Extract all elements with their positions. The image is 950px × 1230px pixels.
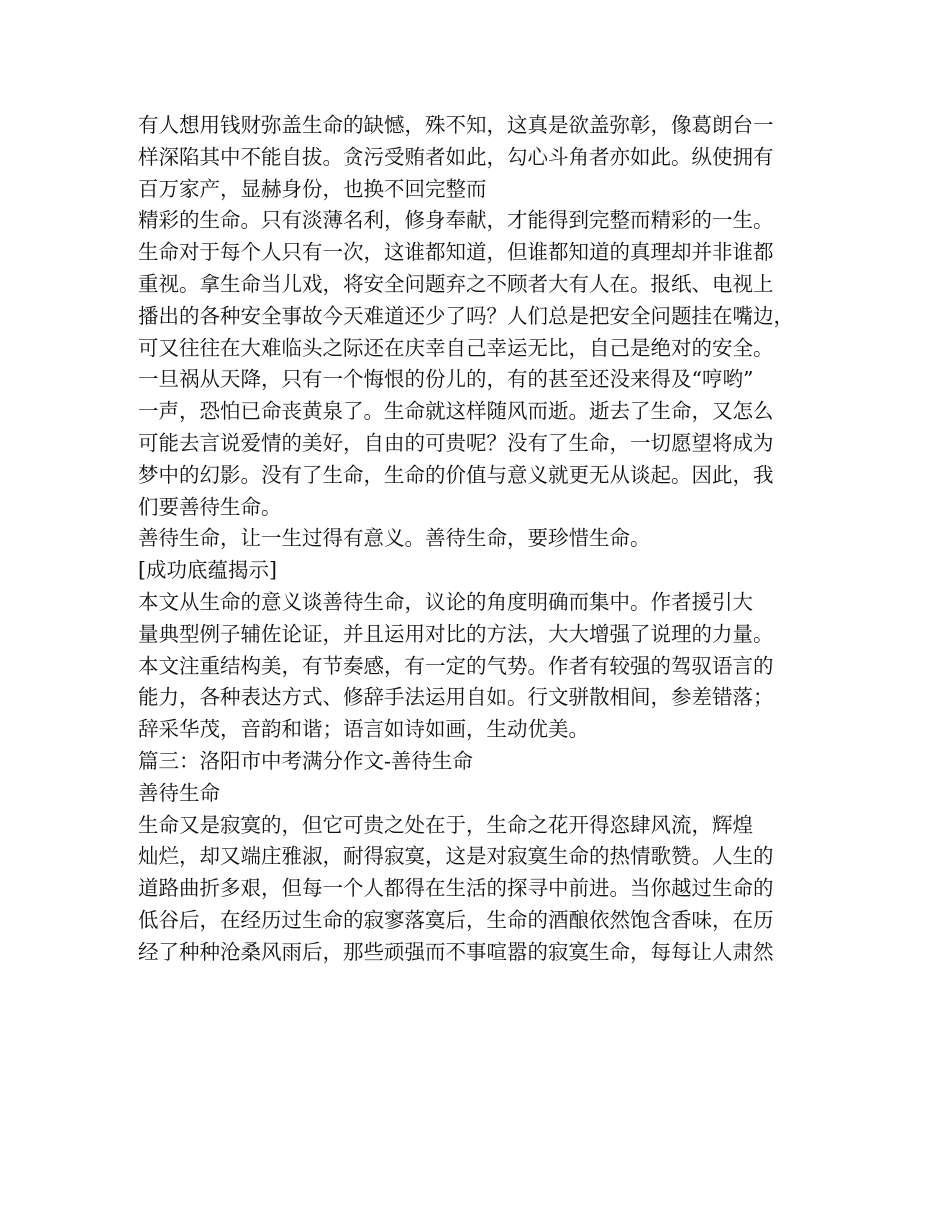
- section-heading: 篇三：洛阳市中考满分作文-善待生命: [138, 748, 473, 773]
- text-line: 道路曲折多艰，但每一个人都得在生活的探寻中前进。当你越过生命的: [138, 876, 774, 901]
- text-line: 一旦祸从天降，只有一个悔恨的份儿的，有的甚至还没来得及“哼哟”: [138, 367, 754, 392]
- text-line: 样深陷其中不能自拔。贪污受贿者如此，勾心斗角者亦如此。纵使拥有: [138, 144, 774, 169]
- text-line: 生命对于每个人只有一次，这谁都知道，但谁都知道的真理却并非谁都: [138, 240, 774, 265]
- essay-text-block: [138, 110, 838, 969]
- essay-title: 善待生命: [138, 780, 220, 805]
- section-label: [成功底蕴揭示]: [138, 558, 277, 583]
- text-line: 梦中的幻影。没有了生命，生命的价值与意义就更无从谈起。因此，我: [138, 462, 774, 487]
- text-line: 可又往往在大难临头之际还在庆幸自己幸运无比，自己是绝对的安全。: [138, 335, 774, 360]
- text-line: 善待生命，让一生过得有意义。善待生命，要珍惜生命。: [138, 526, 651, 551]
- text-line: 能力，各种表达方式、修辞手法运用自如。行文骈散相间，参差错落；: [138, 685, 774, 710]
- text-line: 经了种种沧桑风雨后，那些顽强而不事喧嚣的寂寞生命，每每让人肃然: [138, 939, 774, 964]
- text-line: 辞采华茂，音韵和谐；语言如诗如画，生动优美。: [138, 717, 589, 742]
- text-line: 播出的各种安全事故今天难道还少了吗？人们总是把安全问题挂在嘴边，: [138, 303, 794, 328]
- text-line: 一声，恐怕已命丧黄泉了。生命就这样随风而逝。逝去了生命，又怎么: [138, 399, 774, 424]
- text-line: 可能去言说爱情的美好，自由的可贵呢？没有了生命，一切愿望将成为: [138, 430, 774, 455]
- text-line: 量典型例子辅佐论证，并且运用对比的方法，大大增强了说理的力量。: [138, 621, 774, 646]
- text-line: 重视。拿生命当儿戏，将安全问题弃之不顾者大有人在。报纸、电视上: [138, 271, 774, 296]
- text-line: 们要善待生命。: [138, 494, 282, 519]
- text-line: 生命又是寂寞的，但它可贵之处在于，生命之花开得恣肆风流，辉煌: [138, 812, 753, 837]
- text-line: 本文从生命的意义谈善待生命，议论的角度明确而集中。作者援引大: [138, 589, 753, 614]
- text-line: 本文注重结构美，有节奏感，有一定的气势。作者有较强的驾驭语言的: [138, 653, 774, 678]
- text-line: 低谷后，在经历过生命的寂寥落寞后，生命的酒酿依然饱含香味，在历: [138, 907, 774, 932]
- text-line: 百万家产，显赫身份，也换不回完整而: [138, 176, 487, 201]
- text-line: 精彩的生命。只有淡薄名利，修身奉献，才能得到完整而精彩的一生。: [138, 208, 774, 233]
- text-line: 灿烂，却又端庄雅淑，耐得寂寞，这是对寂寞生命的热情歌赞。人生的: [138, 844, 774, 869]
- text-line: 有人想用钱财弥盖生命的缺憾，殊不知，这真是欲盖弥彰，像葛朗台一: [138, 113, 774, 137]
